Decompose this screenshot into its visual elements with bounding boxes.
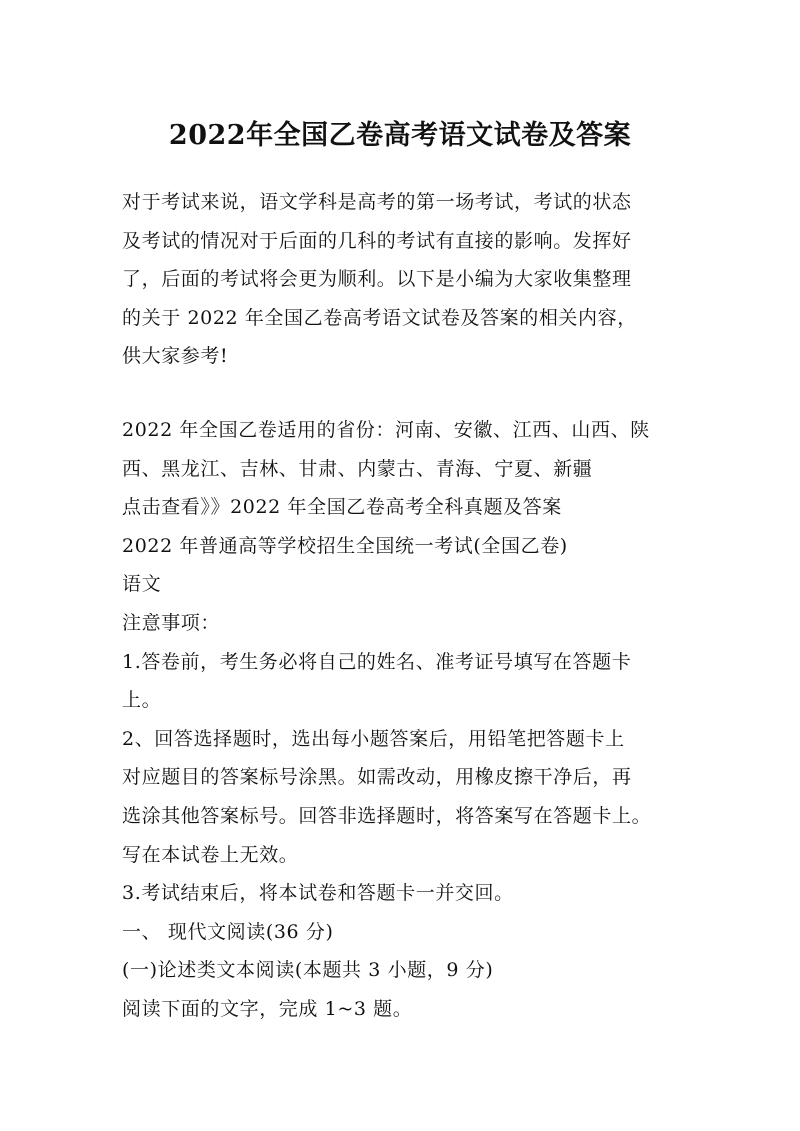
notes-heading: 注意事项： [122,611,221,634]
note-item: 3.考试结束后，将本试卷和答题卡一并交回。 [122,882,514,905]
intro-line: 供大家参考! [122,345,229,368]
intro-line: 对于考试来说，语文学科是高考的第一场考试，考试的状态 [122,191,632,213]
subsection-heading: (一)论述类文本阅读(本题共 3 小题，9 分) [122,959,494,982]
note-item: 对应题目的答案标号涂黑。如需改动，用橡皮擦干净后，再 [122,766,632,789]
instruction-line: 阅读下面的文字，完成 1~3 题。 [122,997,413,1020]
view-all-link[interactable]: 点击查看》》2022 年全国乙卷高考全科真题及答案 [122,496,562,519]
provinces-line: 西、黑龙江、吉林、甘肃、内蒙古、青海、宁夏、新疆 [122,457,593,480]
note-item: 1.答卷前，考生务必将自己的姓名、准考证号填写在答题卡 [122,650,632,673]
note-item: 选涂其他答案标号。回答非选择题时，将答案写在答题卡上。 [122,804,652,827]
intro-line: 了，后面的考试将会更为顺利。以下是小编为大家收集整理 [122,268,632,291]
exam-content [122,411,682,1029]
note-item: 上。 [122,689,162,712]
section-heading: 一、 现代文阅读(36 分) [122,920,334,943]
subject-label: 语文 [122,573,162,596]
exam-name: 2022 年普通高等学校招生全国统一考试(全国乙卷) [122,534,568,557]
intro-paragraph [122,183,682,376]
provinces-line: 2022 年全国乙卷适用的省份：河南、安徽、江西、山西、陕 [122,419,650,441]
intro-line: 及考试的情况对于后面的几科的考试有直接的影响。发挥好 [122,229,632,252]
note-item: 写在本试卷上无效。 [122,843,299,866]
intro-line: 的关于 2022 年全国乙卷高考语文试卷及答案的相关内容， [122,306,637,329]
note-item: 2、回答选择题时，选出每小题答案后，用铅笔把答题卡上 [122,727,625,750]
document-title: 2022年全国乙卷高考语文试卷及答案 [168,120,632,152]
